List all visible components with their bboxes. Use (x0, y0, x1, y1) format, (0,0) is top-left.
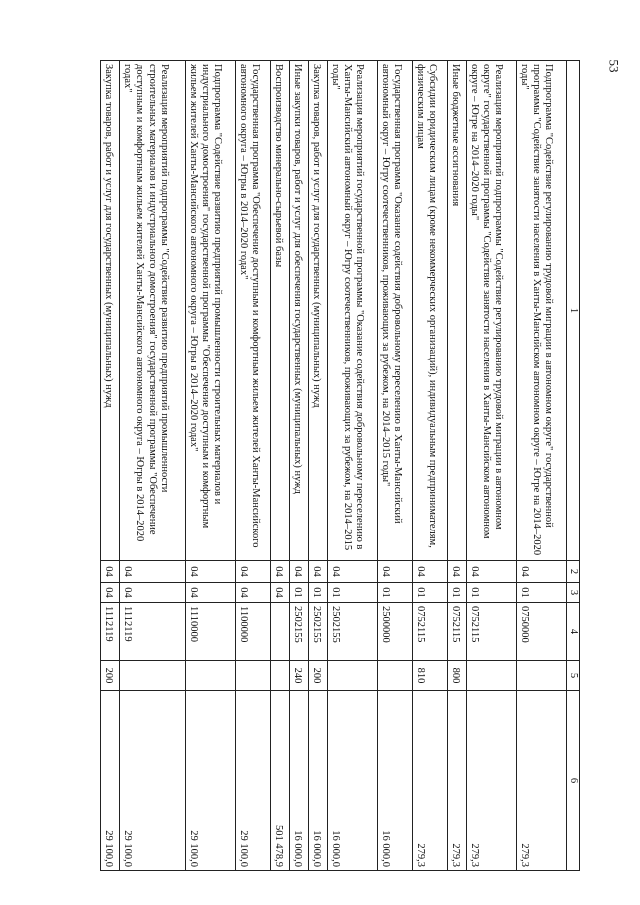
row-section-cell: 04 (101, 561, 120, 583)
row-name-cell: Государственная программа "Оказание содействия добровольному переселению в Ханты-Мансийский автономный округ – Югру соотечественников, проживающих за рубежом, на 2014–2015 годы" (378, 61, 413, 561)
row-expense-type-cell (466, 661, 516, 691)
table-row (466, 61, 516, 871)
row-amount-cell: 16 000,0 (378, 691, 413, 871)
row-name-cell: Закупка товаров, работ и услуг для государственных (муниципальных) нужд (101, 61, 120, 561)
row-target-code-cell: 0752115 (412, 603, 447, 661)
budget-table (100, 60, 580, 871)
row-target-code-cell: 0750000 (516, 603, 566, 661)
header-row (566, 61, 579, 871)
row-target-code-cell: 1112119 (101, 603, 120, 661)
row-subsection-cell: 01 (328, 583, 378, 603)
row-amount-cell: 16 000,0 (328, 691, 378, 871)
row-expense-type-cell: 200 (101, 661, 120, 691)
row-target-code-cell: 1110000 (185, 603, 235, 661)
row-subsection-cell: 01 (412, 583, 447, 603)
row-name-cell: Иные бюджетные ассигнования (447, 61, 466, 561)
row-expense-type-cell: 240 (289, 661, 308, 691)
row-section-cell: 04 (235, 561, 270, 583)
table-row (328, 61, 378, 871)
table-row (270, 61, 289, 871)
table-row (309, 61, 328, 871)
row-subsection-cell: 04 (101, 583, 120, 603)
row-subsection-cell: 01 (516, 583, 566, 603)
header-col-3: 3 (566, 583, 579, 603)
row-target-code-cell: 0752115 (466, 603, 516, 661)
row-section-cell: 04 (447, 561, 466, 583)
row-amount-cell: 16 000,0 (309, 691, 328, 871)
row-expense-type-cell: 200 (309, 661, 328, 691)
row-section-cell: 04 (412, 561, 447, 583)
row-amount-cell: 29 100,0 (235, 691, 270, 871)
row-amount-cell: 279,3 (466, 691, 516, 871)
row-name-cell: Воспроизводство минерально-сырьевой базы (270, 61, 289, 561)
table-row (289, 61, 308, 871)
row-target-code-cell: 0752115 (447, 603, 466, 661)
table-body (101, 61, 567, 871)
row-expense-type-cell (235, 661, 270, 691)
table-row (120, 61, 185, 871)
row-section-cell: 04 (289, 561, 308, 583)
row-section-cell: 04 (120, 561, 185, 583)
header-col-2: 2 (566, 561, 579, 583)
row-target-code-cell: 2502155 (309, 603, 328, 661)
table-row (412, 61, 447, 871)
row-name-cell: Реализация мероприятий подпрограммы "Содействие развитию предприятий промышленности строительных материалов и индустриального домостроения" государственной программы "Обеспечение доступным и комфортным жильем жителей Ханты-Мансийского автономного округа – Югры в 2014–2020 годах" (120, 61, 185, 561)
table-row (185, 61, 235, 871)
row-name-cell: Субсидии юридическим лицам (кроме некоммерческих организаций), индивидуальным предпринимателям, физическим лицам (412, 61, 447, 561)
header-col-1: 1 (566, 61, 579, 561)
table-row (101, 61, 120, 871)
row-section-cell: 04 (185, 561, 235, 583)
row-section-cell: 04 (309, 561, 328, 583)
header-col-4: 4 (566, 603, 579, 661)
table-row (378, 61, 413, 871)
row-target-code-cell: 2502155 (328, 603, 378, 661)
row-expense-type-cell (185, 661, 235, 691)
row-subsection-cell: 01 (289, 583, 308, 603)
row-name-cell: Государственная программа "Обеспечение доступным и комфортным жильем жителей Ханты-Мансийского автономного округа – Югры в 2014–2020 годах" (235, 61, 270, 561)
row-subsection-cell: 01 (447, 583, 466, 603)
row-subsection-cell: 04 (270, 583, 289, 603)
row-expense-type-cell (378, 661, 413, 691)
table-row (447, 61, 466, 871)
row-expense-type-cell (120, 661, 185, 691)
row-target-code-cell: 1112119 (120, 603, 185, 661)
table-header (566, 61, 579, 871)
row-subsection-cell: 01 (309, 583, 328, 603)
row-amount-cell: 29 100,0 (185, 691, 235, 871)
row-name-cell: Реализация мероприятий государственной программы "Оказание содействия добровольному переселению в Ханты-Мансийский автономный округ – Югру соотечественников, проживающих за рубежом, на 2014–2015 годы" (328, 61, 378, 561)
row-amount-cell: 279,3 (447, 691, 466, 871)
row-section-cell: 04 (466, 561, 516, 583)
rotated-table-wrapper (100, 60, 580, 870)
row-amount-cell: 29 100,0 (120, 691, 185, 871)
row-subsection-cell: 04 (185, 583, 235, 603)
row-section-cell: 04 (270, 561, 289, 583)
row-target-code-cell: 2502155 (289, 603, 308, 661)
row-amount-cell: 279,3 (516, 691, 566, 871)
row-name-cell: Подпрограмма "Содействие развитию предприятий промышленности строительных материалов и индустриального домостроения" государственной программы "Обеспечение доступным и комфортным жильем жителей Ханты-Мансийского автономного округа – Югры в 2014–2020 годах" (185, 61, 235, 561)
row-subsection-cell: 01 (378, 583, 413, 603)
row-target-code-cell: 1100000 (235, 603, 270, 661)
row-amount-cell: 29 100,0 (101, 691, 120, 871)
header-col-5: 5 (566, 661, 579, 691)
row-section-cell: 04 (328, 561, 378, 583)
row-name-cell: Подпрограмма "Содействие регулированию трудовой миграции в автономном округе" государственной программы "Содействие занятости населения в Ханты-Мансийском автономном округе – Югре на 2014–2020 годы" (516, 61, 566, 561)
row-section-cell: 04 (516, 561, 566, 583)
row-expense-type-cell: 810 (412, 661, 447, 691)
header-col-6: 6 (566, 691, 579, 871)
row-subsection-cell: 04 (235, 583, 270, 603)
row-amount-cell: 501 478,9 (270, 691, 289, 871)
row-section-cell: 04 (378, 561, 413, 583)
row-expense-type-cell (328, 661, 378, 691)
row-subsection-cell: 01 (466, 583, 516, 603)
row-target-code-cell: 2500000 (378, 603, 413, 661)
page-number: 53 (606, 59, 622, 73)
row-expense-type-cell: 800 (447, 661, 466, 691)
row-amount-cell: 16 000,0 (289, 691, 308, 871)
row-expense-type-cell (516, 661, 566, 691)
row-amount-cell: 279,3 (412, 691, 447, 871)
row-expense-type-cell (270, 661, 289, 691)
row-name-cell: Закупка товаров, работ и услуг для государственных (муниципальных) нужд (309, 61, 328, 561)
table-row (235, 61, 270, 871)
table-row (516, 61, 566, 871)
row-name-cell: Иные закупки товаров, работ и услуг для обеспечения государственных (муниципальных) нужд (289, 61, 308, 561)
row-subsection-cell: 04 (120, 583, 185, 603)
row-name-cell: Реализация мероприятий подпрограммы "Содействие регулированию трудовой миграции в автономном округе" государственной программы "Содействие занятости населения в Ханты-Мансийском автономном округе – Югре на 2014–2020 годы" (466, 61, 516, 561)
row-target-code-cell (270, 603, 289, 661)
